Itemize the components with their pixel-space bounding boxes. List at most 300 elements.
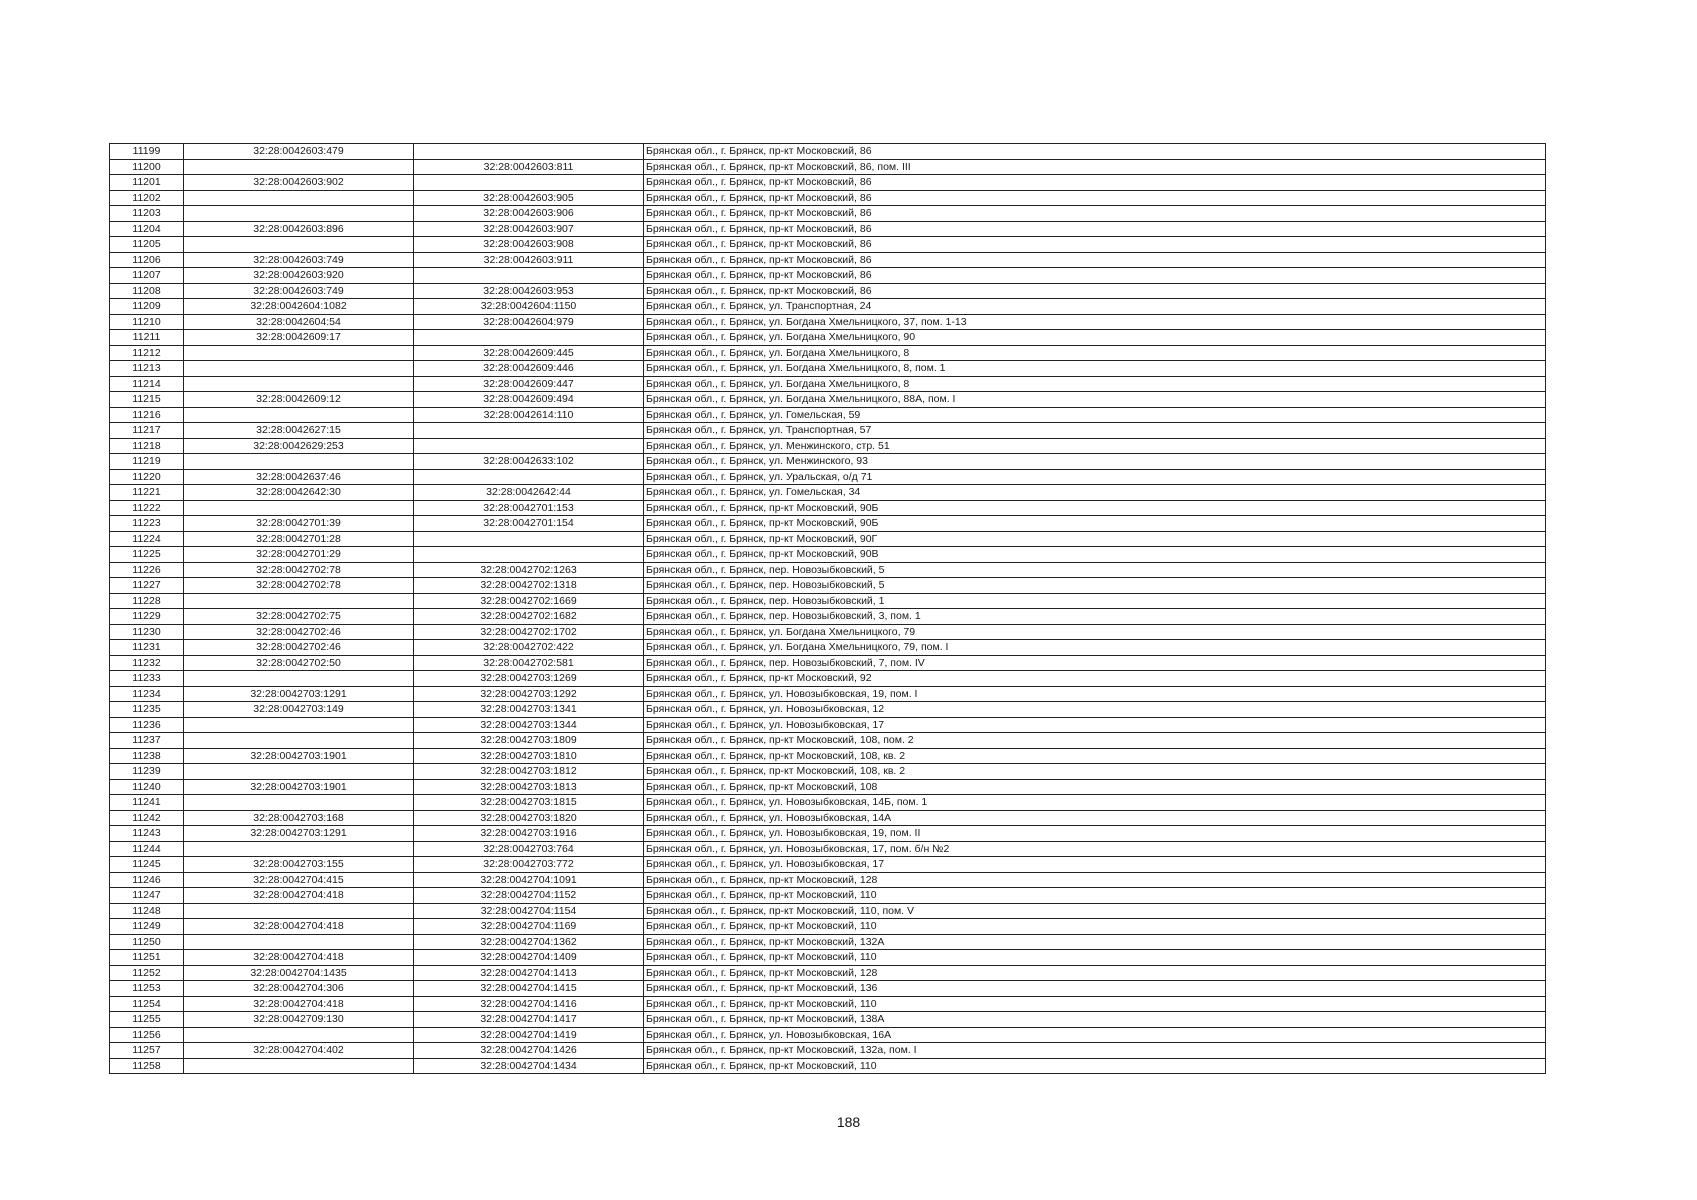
table-row — [110, 252, 1546, 268]
land-plot-cadastral-number-cell: 32:28:0042702:75 — [184, 609, 414, 625]
address-cell: Брянская обл., г. Брянск, пр-кт Московский, 86 — [644, 144, 1546, 160]
address-cell: Брянская обл., г. Брянск, пер. Новозыбковский, 1 — [644, 593, 1546, 609]
land-plot-cadastral-number-cell: 32:28:0042702:46 — [184, 624, 414, 640]
building-cadastral-number-cell: 32:28:0042704:1416 — [414, 996, 644, 1012]
building-cadastral-number-cell: 32:28:0042603:811 — [414, 159, 644, 175]
table-row — [110, 826, 1546, 842]
row-number-cell: 11226 — [110, 562, 184, 578]
address-cell: Брянская обл., г. Брянск, ул. Новозыбковская, 17, пом. б/н №2 — [644, 841, 1546, 857]
address-cell: Брянская обл., г. Брянск, пр-кт Московский, 110, пом. V — [644, 903, 1546, 919]
address-cell: Брянская обл., г. Брянск, пр-кт Московский, 86 — [644, 268, 1546, 284]
land-plot-cadastral-number-cell: 32:28:0042603:749 — [184, 252, 414, 268]
building-cadastral-number-cell: 32:28:0042704:1091 — [414, 872, 644, 888]
row-number-cell: 11252 — [110, 965, 184, 981]
building-cadastral-number-cell: 32:28:0042703:1813 — [414, 779, 644, 795]
land-plot-cadastral-number-cell: 32:28:0042703:1291 — [184, 686, 414, 702]
land-plot-cadastral-number-cell: 32:28:0042704:402 — [184, 1043, 414, 1059]
row-number-cell: 11214 — [110, 376, 184, 392]
building-cadastral-number-cell: 32:28:0042642:44 — [414, 485, 644, 501]
table-row — [110, 469, 1546, 485]
table-row — [110, 593, 1546, 609]
row-number-cell: 11228 — [110, 593, 184, 609]
land-plot-cadastral-number-cell — [184, 934, 414, 950]
row-number-cell: 11245 — [110, 857, 184, 873]
building-cadastral-number-cell — [414, 175, 644, 191]
table-row — [110, 345, 1546, 361]
table-row — [110, 206, 1546, 222]
row-number-cell: 11234 — [110, 686, 184, 702]
table-row — [110, 1012, 1546, 1028]
row-number-cell: 11221 — [110, 485, 184, 501]
table-row — [110, 702, 1546, 718]
address-cell: Брянская обл., г. Брянск, ул. Новозыбковская, 14А — [644, 810, 1546, 826]
land-plot-cadastral-number-cell: 32:28:0042703:155 — [184, 857, 414, 873]
table-row — [110, 795, 1546, 811]
row-number-cell: 11205 — [110, 237, 184, 253]
land-plot-cadastral-number-cell: 32:28:0042702:78 — [184, 562, 414, 578]
row-number-cell: 11209 — [110, 299, 184, 315]
address-cell: Брянская обл., г. Брянск, пр-кт Московский, 92 — [644, 671, 1546, 687]
land-plot-cadastral-number-cell — [184, 206, 414, 222]
table-row — [110, 500, 1546, 516]
row-number-cell: 11254 — [110, 996, 184, 1012]
table-row — [110, 779, 1546, 795]
row-number-cell: 11236 — [110, 717, 184, 733]
table-row — [110, 903, 1546, 919]
row-number-cell: 11217 — [110, 423, 184, 439]
row-number-cell: 11243 — [110, 826, 184, 842]
table-row — [110, 1058, 1546, 1074]
building-cadastral-number-cell: 32:28:0042702:422 — [414, 640, 644, 656]
land-plot-cadastral-number-cell: 32:28:0042603:749 — [184, 283, 414, 299]
table-row — [110, 640, 1546, 656]
table-row — [110, 950, 1546, 966]
land-plot-cadastral-number-cell: 32:28:0042704:418 — [184, 888, 414, 904]
address-cell: Брянская обл., г. Брянск, пр-кт Московский, 86 — [644, 237, 1546, 253]
row-number-cell: 11247 — [110, 888, 184, 904]
table-row — [110, 314, 1546, 330]
address-cell: Брянская обл., г. Брянск, ул. Новозыбковская, 19, пом. I — [644, 686, 1546, 702]
address-cell: Брянская обл., г. Брянск, пр-кт Московский, 90Г — [644, 531, 1546, 547]
building-cadastral-number-cell: 32:28:0042603:953 — [414, 283, 644, 299]
row-number-cell: 11199 — [110, 144, 184, 160]
table-row — [110, 423, 1546, 439]
land-plot-cadastral-number-cell: 32:28:0042702:46 — [184, 640, 414, 656]
building-cadastral-number-cell — [414, 531, 644, 547]
row-number-cell: 11249 — [110, 919, 184, 935]
land-plot-cadastral-number-cell: 32:28:0042629:253 — [184, 438, 414, 454]
building-cadastral-number-cell — [414, 268, 644, 284]
row-number-cell: 11235 — [110, 702, 184, 718]
table-row — [110, 485, 1546, 501]
land-plot-cadastral-number-cell: 32:28:0042603:920 — [184, 268, 414, 284]
table-row — [110, 578, 1546, 594]
table-row — [110, 407, 1546, 423]
row-number-cell: 11253 — [110, 981, 184, 997]
land-plot-cadastral-number-cell: 32:28:0042703:1291 — [184, 826, 414, 842]
cadastral-register-table — [109, 143, 1546, 1074]
address-cell: Брянская обл., г. Брянск, пр-кт Московский, 90В — [644, 547, 1546, 563]
land-plot-cadastral-number-cell: 32:28:0042709:130 — [184, 1012, 414, 1028]
land-plot-cadastral-number-cell: 32:28:0042637:46 — [184, 469, 414, 485]
land-plot-cadastral-number-cell: 32:28:0042604:1082 — [184, 299, 414, 315]
land-plot-cadastral-number-cell — [184, 190, 414, 206]
building-cadastral-number-cell — [414, 144, 644, 160]
building-cadastral-number-cell: 32:28:0042603:906 — [414, 206, 644, 222]
row-number-cell: 11212 — [110, 345, 184, 361]
building-cadastral-number-cell: 32:28:0042703:1341 — [414, 702, 644, 718]
building-cadastral-number-cell: 32:28:0042704:1409 — [414, 950, 644, 966]
table-row — [110, 144, 1546, 160]
row-number-cell: 11224 — [110, 531, 184, 547]
table-row — [110, 934, 1546, 950]
table-row — [110, 237, 1546, 253]
building-cadastral-number-cell: 32:28:0042702:1669 — [414, 593, 644, 609]
row-number-cell: 11216 — [110, 407, 184, 423]
row-number-cell: 11242 — [110, 810, 184, 826]
building-cadastral-number-cell: 32:28:0042703:1809 — [414, 733, 644, 749]
table-row — [110, 748, 1546, 764]
building-cadastral-number-cell: 32:28:0042703:1820 — [414, 810, 644, 826]
row-number-cell: 11219 — [110, 454, 184, 470]
address-cell: Брянская обл., г. Брянск, пер. Новозыбковский, 5 — [644, 562, 1546, 578]
land-plot-cadastral-number-cell: 32:28:0042703:1901 — [184, 779, 414, 795]
land-plot-cadastral-number-cell: 32:28:0042704:306 — [184, 981, 414, 997]
table-row — [110, 531, 1546, 547]
row-number-cell: 11256 — [110, 1027, 184, 1043]
land-plot-cadastral-number-cell: 32:28:0042609:12 — [184, 392, 414, 408]
address-cell: Брянская обл., г. Брянск, пр-кт Московский, 138А — [644, 1012, 1546, 1028]
address-cell: Брянская обл., г. Брянск, пр-кт Московский, 90Б — [644, 500, 1546, 516]
address-cell: Брянская обл., г. Брянск, ул. Новозыбковская, 17 — [644, 857, 1546, 873]
address-cell: Брянская обл., г. Брянск, ул. Уральская, о/д 71 — [644, 469, 1546, 485]
building-cadastral-number-cell: 32:28:0042704:1415 — [414, 981, 644, 997]
row-number-cell: 11240 — [110, 779, 184, 795]
row-number-cell: 11239 — [110, 764, 184, 780]
building-cadastral-number-cell — [414, 469, 644, 485]
row-number-cell: 11233 — [110, 671, 184, 687]
table-row — [110, 655, 1546, 671]
table-row — [110, 872, 1546, 888]
land-plot-cadastral-number-cell: 32:28:0042603:479 — [184, 144, 414, 160]
address-cell: Брянская обл., г. Брянск, ул. Гомельская, 34 — [644, 485, 1546, 501]
building-cadastral-number-cell: 32:28:0042701:154 — [414, 516, 644, 532]
building-cadastral-number-cell: 32:28:0042603:907 — [414, 221, 644, 237]
row-number-cell: 11227 — [110, 578, 184, 594]
table-row — [110, 159, 1546, 175]
land-plot-cadastral-number-cell: 32:28:0042704:1435 — [184, 965, 414, 981]
row-number-cell: 11248 — [110, 903, 184, 919]
land-plot-cadastral-number-cell — [184, 407, 414, 423]
building-cadastral-number-cell: 32:28:0042704:1434 — [414, 1058, 644, 1074]
land-plot-cadastral-number-cell: 32:28:0042609:17 — [184, 330, 414, 346]
address-cell: Брянская обл., г. Брянск, ул. Богдана Хмельницкого, 8 — [644, 376, 1546, 392]
row-number-cell: 11237 — [110, 733, 184, 749]
address-cell: Брянская обл., г. Брянск, пр-кт Московский, 132а, пом. I — [644, 1043, 1546, 1059]
building-cadastral-number-cell: 32:28:0042703:1810 — [414, 748, 644, 764]
table-row — [110, 438, 1546, 454]
address-cell: Брянская обл., г. Брянск, пр-кт Московский, 86, пом. III — [644, 159, 1546, 175]
building-cadastral-number-cell: 32:28:0042604:1150 — [414, 299, 644, 315]
address-cell: Брянская обл., г. Брянск, ул. Богдана Хмельницкого, 79, пом. I — [644, 640, 1546, 656]
land-plot-cadastral-number-cell: 32:28:0042627:15 — [184, 423, 414, 439]
table-row — [110, 919, 1546, 935]
row-number-cell: 11222 — [110, 500, 184, 516]
row-number-cell: 11218 — [110, 438, 184, 454]
land-plot-cadastral-number-cell: 32:28:0042701:29 — [184, 547, 414, 563]
table-row — [110, 717, 1546, 733]
address-cell: Брянская обл., г. Брянск, ул. Новозыбковская, 19, пом. II — [644, 826, 1546, 842]
row-number-cell: 11206 — [110, 252, 184, 268]
table-row — [110, 981, 1546, 997]
address-cell: Брянская обл., г. Брянск, пр-кт Московский, 128 — [644, 965, 1546, 981]
building-cadastral-number-cell: 32:28:0042701:153 — [414, 500, 644, 516]
building-cadastral-number-cell: 32:28:0042703:1269 — [414, 671, 644, 687]
address-cell: Брянская обл., г. Брянск, ул. Богдана Хмельницкого, 8 — [644, 345, 1546, 361]
row-number-cell: 11223 — [110, 516, 184, 532]
address-cell: Брянская обл., г. Брянск, ул. Гомельская, 59 — [644, 407, 1546, 423]
row-number-cell: 11213 — [110, 361, 184, 377]
table-row — [110, 392, 1546, 408]
address-cell: Брянская обл., г. Брянск, ул. Богдана Хмельницкого, 88А, пом. I — [644, 392, 1546, 408]
building-cadastral-number-cell: 32:28:0042609:494 — [414, 392, 644, 408]
address-cell: Брянская обл., г. Брянск, пр-кт Московский, 86 — [644, 283, 1546, 299]
building-cadastral-number-cell: 32:28:0042704:1169 — [414, 919, 644, 935]
address-cell: Брянская обл., г. Брянск, ул. Транспортная, 24 — [644, 299, 1546, 315]
table-row — [110, 733, 1546, 749]
land-plot-cadastral-number-cell — [184, 376, 414, 392]
building-cadastral-number-cell: 32:28:0042614:110 — [414, 407, 644, 423]
building-cadastral-number-cell: 32:28:0042633:102 — [414, 454, 644, 470]
building-cadastral-number-cell: 32:28:0042704:1426 — [414, 1043, 644, 1059]
table-row — [110, 376, 1546, 392]
building-cadastral-number-cell: 32:28:0042703:1292 — [414, 686, 644, 702]
building-cadastral-number-cell: 32:28:0042703:1344 — [414, 717, 644, 733]
table-row — [110, 547, 1546, 563]
building-cadastral-number-cell: 32:28:0042702:1318 — [414, 578, 644, 594]
building-cadastral-number-cell: 32:28:0042704:1152 — [414, 888, 644, 904]
address-cell: Брянская обл., г. Брянск, ул. Богдана Хмельницкого, 79 — [644, 624, 1546, 640]
row-number-cell: 11215 — [110, 392, 184, 408]
table-row — [110, 671, 1546, 687]
address-cell: Брянская обл., г. Брянск, ул. Богдана Хмельницкого, 90 — [644, 330, 1546, 346]
table-row — [110, 516, 1546, 532]
address-cell: Брянская обл., г. Брянск, пр-кт Московский, 110 — [644, 1058, 1546, 1074]
address-cell: Брянская обл., г. Брянск, ул. Новозыбковская, 17 — [644, 717, 1546, 733]
table-row — [110, 609, 1546, 625]
row-number-cell: 11244 — [110, 841, 184, 857]
land-plot-cadastral-number-cell — [184, 500, 414, 516]
land-plot-cadastral-number-cell — [184, 345, 414, 361]
land-plot-cadastral-number-cell: 32:28:0042701:39 — [184, 516, 414, 532]
land-plot-cadastral-number-cell: 32:28:0042704:418 — [184, 919, 414, 935]
land-plot-cadastral-number-cell: 32:28:0042703:149 — [184, 702, 414, 718]
building-cadastral-number-cell: 32:28:0042603:905 — [414, 190, 644, 206]
land-plot-cadastral-number-cell — [184, 841, 414, 857]
land-plot-cadastral-number-cell: 32:28:0042704:415 — [184, 872, 414, 888]
address-cell: Брянская обл., г. Брянск, пер. Новозыбковский, 7, пом. IV — [644, 655, 1546, 671]
land-plot-cadastral-number-cell: 32:28:0042603:902 — [184, 175, 414, 191]
row-number-cell: 11225 — [110, 547, 184, 563]
table-row — [110, 299, 1546, 315]
address-cell: Брянская обл., г. Брянск, пер. Новозыбковский, 3, пом. 1 — [644, 609, 1546, 625]
row-number-cell: 11258 — [110, 1058, 184, 1074]
address-cell: Брянская обл., г. Брянск, пр-кт Московский, 90Б — [644, 516, 1546, 532]
address-cell: Брянская обл., г. Брянск, пр-кт Московский, 86 — [644, 175, 1546, 191]
table-row — [110, 686, 1546, 702]
table-row — [110, 221, 1546, 237]
row-number-cell: 11229 — [110, 609, 184, 625]
address-cell: Брянская обл., г. Брянск, пр-кт Московский, 108, пом. 2 — [644, 733, 1546, 749]
address-cell: Брянская обл., г. Брянск, ул. Богдана Хмельницкого, 37, пом. 1-13 — [644, 314, 1546, 330]
land-plot-cadastral-number-cell — [184, 454, 414, 470]
land-plot-cadastral-number-cell — [184, 361, 414, 377]
row-number-cell: 11207 — [110, 268, 184, 284]
row-number-cell: 11255 — [110, 1012, 184, 1028]
land-plot-cadastral-number-cell — [184, 903, 414, 919]
land-plot-cadastral-number-cell — [184, 671, 414, 687]
land-plot-cadastral-number-cell — [184, 1058, 414, 1074]
address-cell: Брянская обл., г. Брянск, пр-кт Московский, 108, кв. 2 — [644, 764, 1546, 780]
address-cell: Брянская обл., г. Брянск, пр-кт Московский, 108 — [644, 779, 1546, 795]
table-row — [110, 965, 1546, 981]
address-cell: Брянская обл., г. Брянск, пр-кт Московский, 86 — [644, 190, 1546, 206]
row-number-cell: 11232 — [110, 655, 184, 671]
address-cell: Брянская обл., г. Брянск, пр-кт Московский, 110 — [644, 950, 1546, 966]
table-row — [110, 1043, 1546, 1059]
land-plot-cadastral-number-cell — [184, 717, 414, 733]
address-cell: Брянская обл., г. Брянск, пр-кт Московский, 110 — [644, 996, 1546, 1012]
row-number-cell: 11200 — [110, 159, 184, 175]
building-cadastral-number-cell — [414, 423, 644, 439]
land-plot-cadastral-number-cell: 32:28:0042704:418 — [184, 996, 414, 1012]
building-cadastral-number-cell: 32:28:0042609:447 — [414, 376, 644, 392]
land-plot-cadastral-number-cell — [184, 593, 414, 609]
address-cell: Брянская обл., г. Брянск, пр-кт Московский, 86 — [644, 206, 1546, 222]
row-number-cell: 11246 — [110, 872, 184, 888]
table-body — [110, 144, 1546, 1074]
land-plot-cadastral-number-cell — [184, 237, 414, 253]
land-plot-cadastral-number-cell: 32:28:0042604:54 — [184, 314, 414, 330]
building-cadastral-number-cell: 32:28:0042702:1263 — [414, 562, 644, 578]
address-cell: Брянская обл., г. Брянск, ул. Новозыбковская, 14Б, пом. 1 — [644, 795, 1546, 811]
address-cell: Брянская обл., г. Брянск, ул. Новозыбковская, 16А — [644, 1027, 1546, 1043]
land-plot-cadastral-number-cell — [184, 764, 414, 780]
building-cadastral-number-cell: 32:28:0042609:446 — [414, 361, 644, 377]
building-cadastral-number-cell: 32:28:0042703:1916 — [414, 826, 644, 842]
address-cell: Брянская обл., г. Брянск, пер. Новозыбковский, 5 — [644, 578, 1546, 594]
table-row — [110, 841, 1546, 857]
row-number-cell: 11231 — [110, 640, 184, 656]
address-cell: Брянская обл., г. Брянск, пр-кт Московский, 128 — [644, 872, 1546, 888]
address-cell: Брянская обл., г. Брянск, ул. Новозыбковская, 12 — [644, 702, 1546, 718]
address-cell: Брянская обл., г. Брянск, пр-кт Московский, 86 — [644, 221, 1546, 237]
building-cadastral-number-cell: 32:28:0042603:911 — [414, 252, 644, 268]
land-plot-cadastral-number-cell: 32:28:0042704:418 — [184, 950, 414, 966]
row-number-cell: 11257 — [110, 1043, 184, 1059]
land-plot-cadastral-number-cell: 32:28:0042702:78 — [184, 578, 414, 594]
address-cell: Брянская обл., г. Брянск, пр-кт Московский, 108, кв. 2 — [644, 748, 1546, 764]
row-number-cell: 11220 — [110, 469, 184, 485]
address-cell: Брянская обл., г. Брянск, пр-кт Московский, 136 — [644, 981, 1546, 997]
address-cell: Брянская обл., г. Брянск, пр-кт Московский, 110 — [644, 919, 1546, 935]
row-number-cell: 11250 — [110, 934, 184, 950]
table-row — [110, 562, 1546, 578]
table-row — [110, 996, 1546, 1012]
land-plot-cadastral-number-cell — [184, 1027, 414, 1043]
row-number-cell: 11202 — [110, 190, 184, 206]
land-plot-cadastral-number-cell: 32:28:0042701:28 — [184, 531, 414, 547]
building-cadastral-number-cell: 32:28:0042703:772 — [414, 857, 644, 873]
page-number: 188 — [836, 1114, 861, 1130]
building-cadastral-number-cell — [414, 438, 644, 454]
building-cadastral-number-cell — [414, 330, 644, 346]
row-number-cell: 11251 — [110, 950, 184, 966]
building-cadastral-number-cell: 32:28:0042703:764 — [414, 841, 644, 857]
row-number-cell: 11201 — [110, 175, 184, 191]
row-number-cell: 11203 — [110, 206, 184, 222]
building-cadastral-number-cell — [414, 547, 644, 563]
land-plot-cadastral-number-cell: 32:28:0042703:168 — [184, 810, 414, 826]
building-cadastral-number-cell: 32:28:0042603:908 — [414, 237, 644, 253]
table-row — [110, 624, 1546, 640]
table-row — [110, 361, 1546, 377]
table-row — [110, 330, 1546, 346]
address-cell: Брянская обл., г. Брянск, пр-кт Московский, 86 — [644, 252, 1546, 268]
table-row — [110, 268, 1546, 284]
building-cadastral-number-cell: 32:28:0042703:1812 — [414, 764, 644, 780]
table-row — [110, 810, 1546, 826]
building-cadastral-number-cell: 32:28:0042702:581 — [414, 655, 644, 671]
address-cell: Брянская обл., г. Брянск, ул. Богдана Хмельницкого, 8, пом. 1 — [644, 361, 1546, 377]
table-row — [110, 175, 1546, 191]
address-cell: Брянская обл., г. Брянск, пр-кт Московский, 132А — [644, 934, 1546, 950]
table-row — [110, 1027, 1546, 1043]
building-cadastral-number-cell: 32:28:0042704:1417 — [414, 1012, 644, 1028]
building-cadastral-number-cell: 32:28:0042702:1702 — [414, 624, 644, 640]
table-row — [110, 764, 1546, 780]
table-row — [110, 454, 1546, 470]
building-cadastral-number-cell: 32:28:0042704:1419 — [414, 1027, 644, 1043]
address-cell: Брянская обл., г. Брянск, ул. Менжинского, стр. 51 — [644, 438, 1546, 454]
row-number-cell: 11204 — [110, 221, 184, 237]
table-row — [110, 888, 1546, 904]
row-number-cell: 11241 — [110, 795, 184, 811]
building-cadastral-number-cell: 32:28:0042704:1413 — [414, 965, 644, 981]
table-row — [110, 190, 1546, 206]
row-number-cell: 11230 — [110, 624, 184, 640]
building-cadastral-number-cell: 32:28:0042704:1362 — [414, 934, 644, 950]
land-plot-cadastral-number-cell: 32:28:0042702:50 — [184, 655, 414, 671]
building-cadastral-number-cell: 32:28:0042703:1815 — [414, 795, 644, 811]
row-number-cell: 11211 — [110, 330, 184, 346]
land-plot-cadastral-number-cell — [184, 795, 414, 811]
building-cadastral-number-cell: 32:28:0042609:445 — [414, 345, 644, 361]
address-cell: Брянская обл., г. Брянск, ул. Менжинского, 93 — [644, 454, 1546, 470]
table-row — [110, 857, 1546, 873]
building-cadastral-number-cell: 32:28:0042704:1154 — [414, 903, 644, 919]
row-number-cell: 11210 — [110, 314, 184, 330]
address-cell: Брянская обл., г. Брянск, ул. Транспортная, 57 — [644, 423, 1546, 439]
land-plot-cadastral-number-cell — [184, 733, 414, 749]
address-cell: Брянская обл., г. Брянск, пр-кт Московский, 110 — [644, 888, 1546, 904]
land-plot-cadastral-number-cell — [184, 159, 414, 175]
land-plot-cadastral-number-cell: 32:28:0042603:896 — [184, 221, 414, 237]
row-number-cell: 11208 — [110, 283, 184, 299]
land-plot-cadastral-number-cell: 32:28:0042703:1901 — [184, 748, 414, 764]
table-row — [110, 283, 1546, 299]
building-cadastral-number-cell: 32:28:0042702:1682 — [414, 609, 644, 625]
